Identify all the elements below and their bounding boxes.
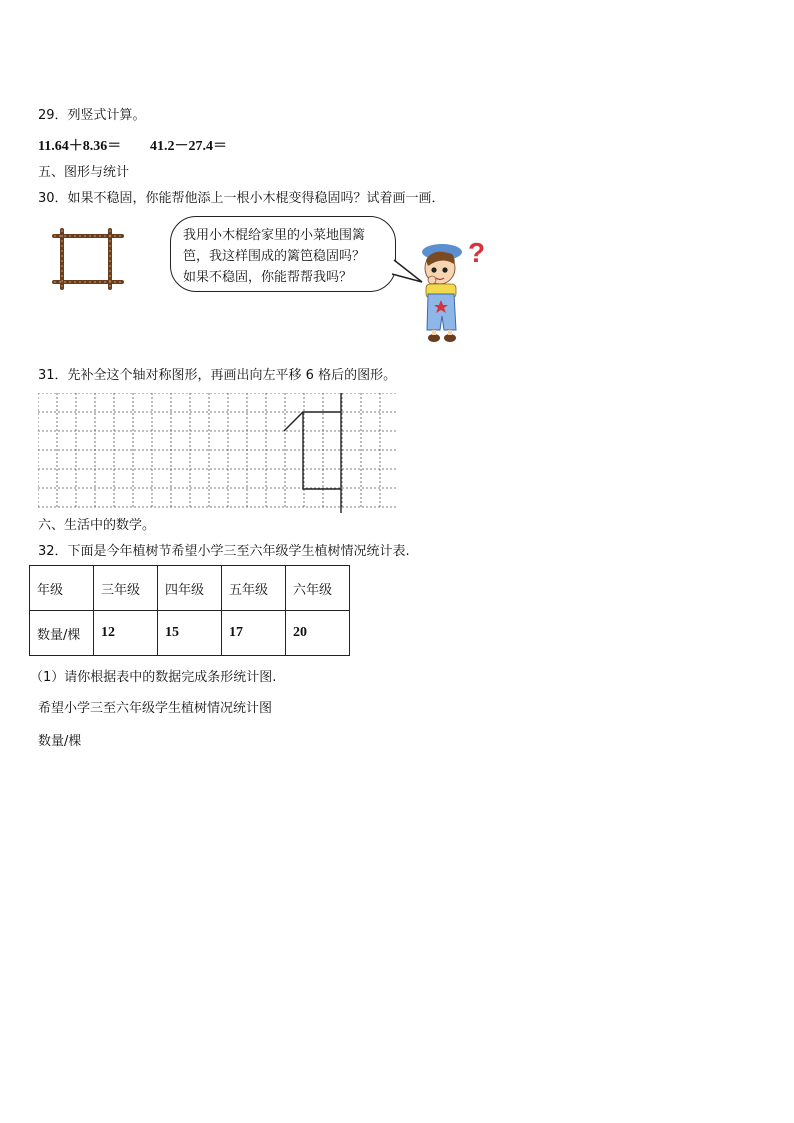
table-header-cell: 年级 [30, 566, 94, 611]
q31-title: 31．先补全这个轴对称图形，再画出向左平移 6 格后的图形。 [38, 368, 397, 383]
section-6-title: 六、生活中的数学。 [38, 518, 156, 533]
bubble-line-1: 我用小木棍给家里的小菜地围篱 [183, 228, 366, 243]
q32-sub-question-1: （1）请你根据表中的数据完成条形统计图. [30, 670, 277, 685]
q30-title: 30．如果不稳固，你能帮他添上一根小木棍变得稳固吗？试着画一画． [38, 191, 445, 206]
table-header-cell: 三年级 [94, 566, 158, 611]
tree-planting-table [29, 565, 350, 656]
half-figure [284, 412, 341, 431]
table-header-cell: 五年级 [222, 566, 286, 611]
stick-fence-illustration [50, 228, 126, 290]
table-header-cell: 四年级 [158, 566, 222, 611]
table-cell: 17 [222, 611, 286, 656]
dotted-grid[interactable] [38, 393, 398, 508]
table-cell: 20 [286, 611, 350, 656]
stick-fence [54, 230, 122, 288]
chart-y-axis-label: 数量/棵 [38, 734, 82, 749]
bubble-line-3: 如果不稳固，你能帮帮我吗？ [183, 270, 353, 285]
q29-title: 29．列竖式计算。 [38, 108, 146, 123]
table-row-label: 数量/棵 [30, 611, 94, 656]
question-mark-icon: ? [468, 237, 486, 268]
q32-title: 32．下面是今年植树节希望小学三至六年级学生植树情况统计表. [38, 544, 410, 559]
bubble-line-2: 笆，我这样围成的篱笆稳固吗？ [183, 249, 366, 264]
table-header-cell: 六年级 [286, 566, 350, 611]
q29-expression-1: 11.64＋8.36＝ [38, 139, 122, 154]
speech-bubble [170, 216, 396, 292]
cartoon-girl-illustration [412, 234, 492, 350]
q29-expression-2: 41.2－27.4＝ [150, 139, 227, 154]
table-cell: 12 [94, 611, 158, 656]
section-5-title: 五、图形与统计 [38, 165, 130, 180]
chart-title: 希望小学三至六年级学生植树情况统计图 [38, 701, 273, 716]
table-cell: 15 [158, 611, 222, 656]
table-row [30, 611, 350, 656]
table-header-row [30, 566, 350, 611]
